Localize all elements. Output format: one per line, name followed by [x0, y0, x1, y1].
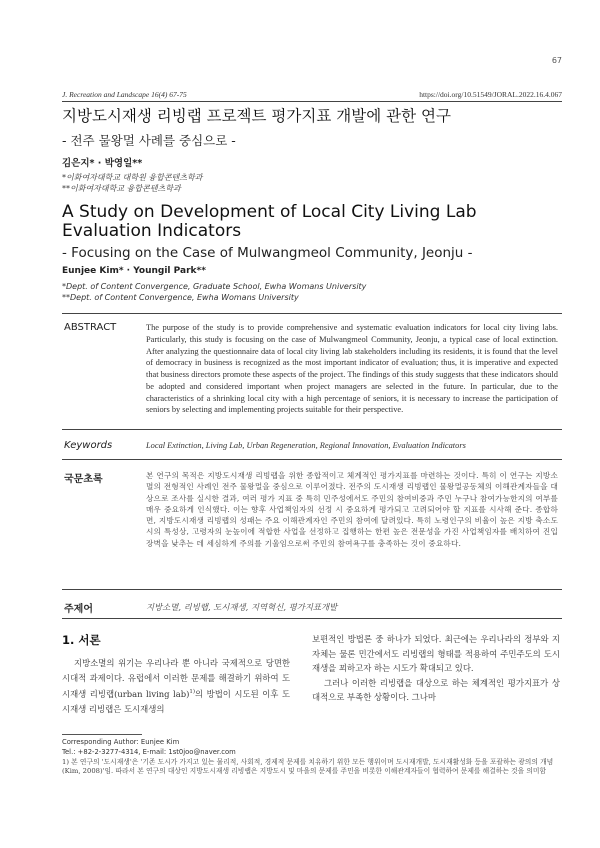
- abstract-top-rule: [62, 313, 562, 314]
- page-number: 67: [551, 56, 562, 65]
- korean-abstract-rule: [62, 589, 562, 590]
- korean-keywords-text: 지방소멸, 리빙랩, 도시재생, 지역혁신, 평가지표개발: [146, 602, 338, 612]
- doi-link[interactable]: https://doi.org/10.51549/JORAL.2022.16.4.067: [419, 90, 562, 99]
- keywords-text: Local Extinction, Living Lab, Urban Regeneration, Regional Innovation, Evaluation Indicators: [146, 441, 466, 450]
- journal-citation: J. Recreation and Landscape 16(4) 67-75: [62, 90, 187, 99]
- korean-subtitle: - 전주 물왕멀 사례를 중심으로 -: [62, 133, 236, 148]
- intro-paragraph-1: [62, 656, 290, 716]
- english-subtitle: - Focusing on the Case of Mulwangmeol Community, Jeonju -: [62, 245, 473, 261]
- corresponding-author: Corresponding Author: Eunjee Kim: [62, 738, 180, 746]
- author-contact: Tel.: +82-2-3277-4314, E-mail: 1st0joo@naver.com: [62, 748, 236, 756]
- abstract-label: ABSTRACT: [64, 322, 117, 333]
- korean-abstract-text: 본 연구의 목적은 지방도시재생 리빙랩을 위한 종합적이고 체계적인 평가지표를 마련하는 것이다. 특히 이 연구는 지방소멸의 전형적인 사례인 전주 물왕멀을 중심으로 이루어졌다. 전주의 도시재생 리빙랩인 물왕멀공동체의 이해관계자들을 대상으로 조사를 실시한 결과, 여러 평가 지표 중 특히 민주성에서도 주민의 참여비중과 주민 누구나 참여가능한지의 여부를 매우 중요하게 인식했다. 이는 향후 사업책임자의 선정 시 중요하게 평가되고 고려되어야 할 지표를 시사해 준다. 종합하면, 지방도시재생 리빙랩의 성패는 주요 이해관계자인 주민의 참여에 달려있다. 특히 노령인구의 비율이 높은 지방 축소도시의 특성상, 고령자의 눈높이에 적합한 사업을 선정하고 집행하는 한편 높은 전문성을 가진 사업책임자를 배치하여 진입장벽을 낮추는 데 세심하게 주의를 기울임으로써 주민의 참여욕구를 충족하는 것이 중요하다.: [146, 471, 558, 548]
- intro-text-a: 지방소멸의 위기는 우리나라 뿐 아니라 국제적으로 당면한 시대적 과제이다. 유럽에서 이러한 문제를 해결하기 위하여 도시재생 리빙랩(urban living lab): [62, 658, 290, 699]
- intro-right-column: [312, 632, 560, 705]
- english-affiliation-2: **Dept. of Content Convergence, Ewha Womans University: [62, 293, 299, 302]
- english-affiliation-1: *Dept. of Content Convergence, Graduate School, Ewha Womans University: [62, 282, 367, 291]
- english-authors: Eunjee Kim* · Youngil Park**: [62, 266, 206, 276]
- intro-paragraph-1-continued: 보편적인 방법론 중 하나가 되었다. 최근에는 우리나라의 정부와 지자체는 물론 민간에서도 리빙랩의 형태를 적용하여 주민주도의 도시재생을 꾀하고자 하는 시도가 확대되고 있다.: [312, 634, 560, 674]
- intro-left-column: [62, 656, 290, 716]
- footnote-text: 본 연구의 '도시재생'은 '기존 도시가 가지고 있는 물리적, 사회적, 경제적 문제를 치유하기 위한 모든 행위이며 도시재개발, 도시재활성화 등을 포괄하는 광의의 개념(Kim, 2008)'임. 따라서 본 연구의 대상인 지방도시재생 리빙랩은 지방도시 및 마을의 문제를 주민을 비롯한 이해관계자들이 협력하여 문제를 해결하는 것을 의미함: [62, 758, 554, 776]
- footnote-number: 1): [62, 758, 69, 766]
- footnote-ref[interactable]: 1): [189, 689, 195, 696]
- english-title: A Study on Development of Local City Living Lab Evaluation Indicators: [62, 202, 477, 241]
- abstract-text: The purpose of the study is to provide comprehensive and systematic evaluation indicators for local city living labs. Particularly, this study is focusing on the case of Mulwangmeol Community, Jeonju, a typical case of local extinction. After analyzing the questionnaire data of local city living lab stakeholders including its residents, it is found that the level of democracy in business is recognized as the most important indicator of evaluation; thus, it is imperative and expected that business directors promote these aspects of the project. The findings of this study suggests that these indicators should be adopted and considered important when project managers are selected in the future. In particular, due to the characteristics of a shrinking local city with a high percentage of seniors, it is necessary to increase the participation of seniors by selecting and implementing projects suitable for their perspective.: [146, 323, 558, 415]
- intro-paragraph-2: 그러나 이러한 리빙랩을 대상으로 하는 체계적인 평가지표가 상대적으로 부족한 상황이다. 그나마: [312, 677, 560, 703]
- keywords-label: Keywords: [64, 440, 113, 451]
- footnote-rule: [62, 734, 142, 735]
- header-rule: [62, 101, 562, 102]
- footnote-1: [62, 758, 560, 777]
- korean-affiliation-1: *이화여자대학교 대학원 융합콘텐츠학과: [62, 173, 203, 182]
- korean-abstract-label: 국문초록: [64, 474, 103, 485]
- intro-text-b: 의 방법이 시도된 이후 도시재생 리빙랩은 도시재생의: [62, 688, 290, 714]
- abstract-bottom-rule: [62, 429, 562, 430]
- keywords-rule: [62, 459, 562, 460]
- section-title-introduction: 1. 서론: [62, 633, 101, 647]
- korean-keywords-rule: [62, 618, 562, 619]
- korean-keywords-label: 주제어: [64, 604, 93, 615]
- korean-affiliation-2: **이화여자대학교 융합콘텐츠학과: [62, 184, 181, 193]
- korean-authors: 김은지* · 박영일**: [62, 158, 143, 169]
- korean-title: 지방도시재생 리빙랩 프로젝트 평가지표 개발에 관한 연구: [62, 107, 451, 125]
